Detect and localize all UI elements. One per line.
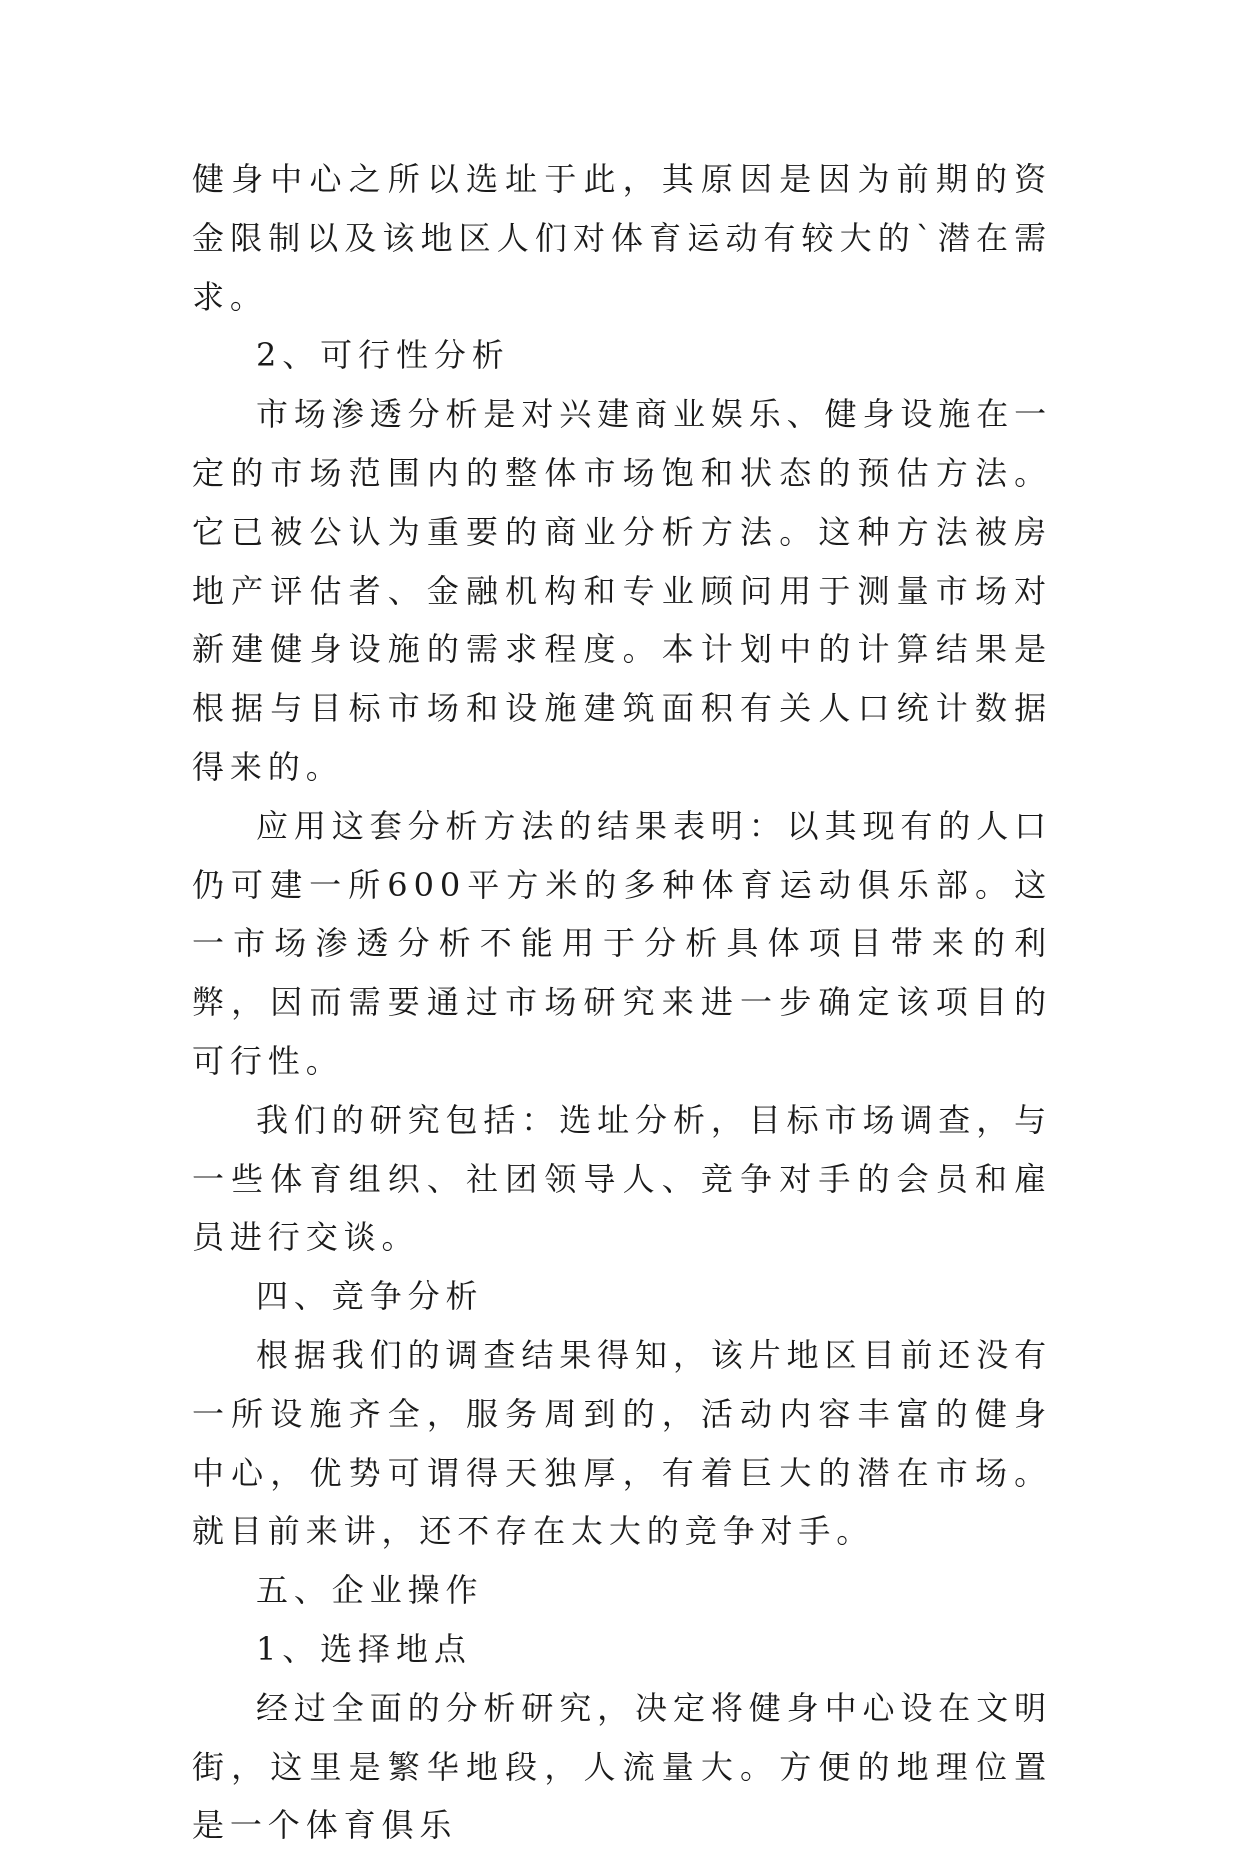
paragraph-location: 经过全面的分析研究，决定将健身中心设在文明街，这里是繁华地段，人流量大。方便的地理位置是一个体育俱乐 [192, 1688, 1052, 1845]
paragraph-competition: 根据我们的调查结果得知，该片地区目前还没有一所设施齐全，服务周到的，活动内容丰富的健身中心，优势可谓得天独厚，有着巨大的潜在市场。就目前来讲，还不存在太大的竞争对手。 [192, 1335, 1052, 1551]
heading-competition-analysis: 四、竞争分析 [256, 1277, 484, 1316]
heading-feasibility-analysis: 2、可行性分析 [256, 336, 510, 375]
heading-business-operation: 五、企业操作 [256, 1571, 484, 1610]
paragraph-analysis-result: 应用这套分析方法的结果表明：以其现有的人口仍可建一所600平方米的多种体育运动俱乐部。这一市场渗透分析不能用于分析具体项目带来的利弊，因而需要通过市场研究来进一步确定该项目的可行性。 [192, 806, 1052, 1080]
paragraph-market-penetration: 市场渗透分析是对兴建商业娱乐、健身设施在一定的市场范围内的整体市场饱和状态的预估方法。它已被公认为重要的商业分析方法。这种方法被房地产评估者、金融机构和专业顾问用于测量市场对新建健身设施的需求程度。本计划中的计算结果是根据与目标市场和设施建筑面积有关人口统计数据得来的。 [192, 395, 1052, 786]
paragraph-site-reason: 健身中心之所以选址于此，其原因是因为前期的资金限制以及该地区人们对体育运动有较大的`潜在需求。 [192, 160, 1052, 316]
paragraph-research-scope: 我们的研究包括：选址分析，目标市场调查，与一些体育组织、社团领导人、竞争对手的会员和雇员进行交谈。 [192, 1100, 1052, 1257]
document-body [192, 150, 1052, 1855]
heading-choose-location: 1、选择地点 [256, 1629, 472, 1668]
